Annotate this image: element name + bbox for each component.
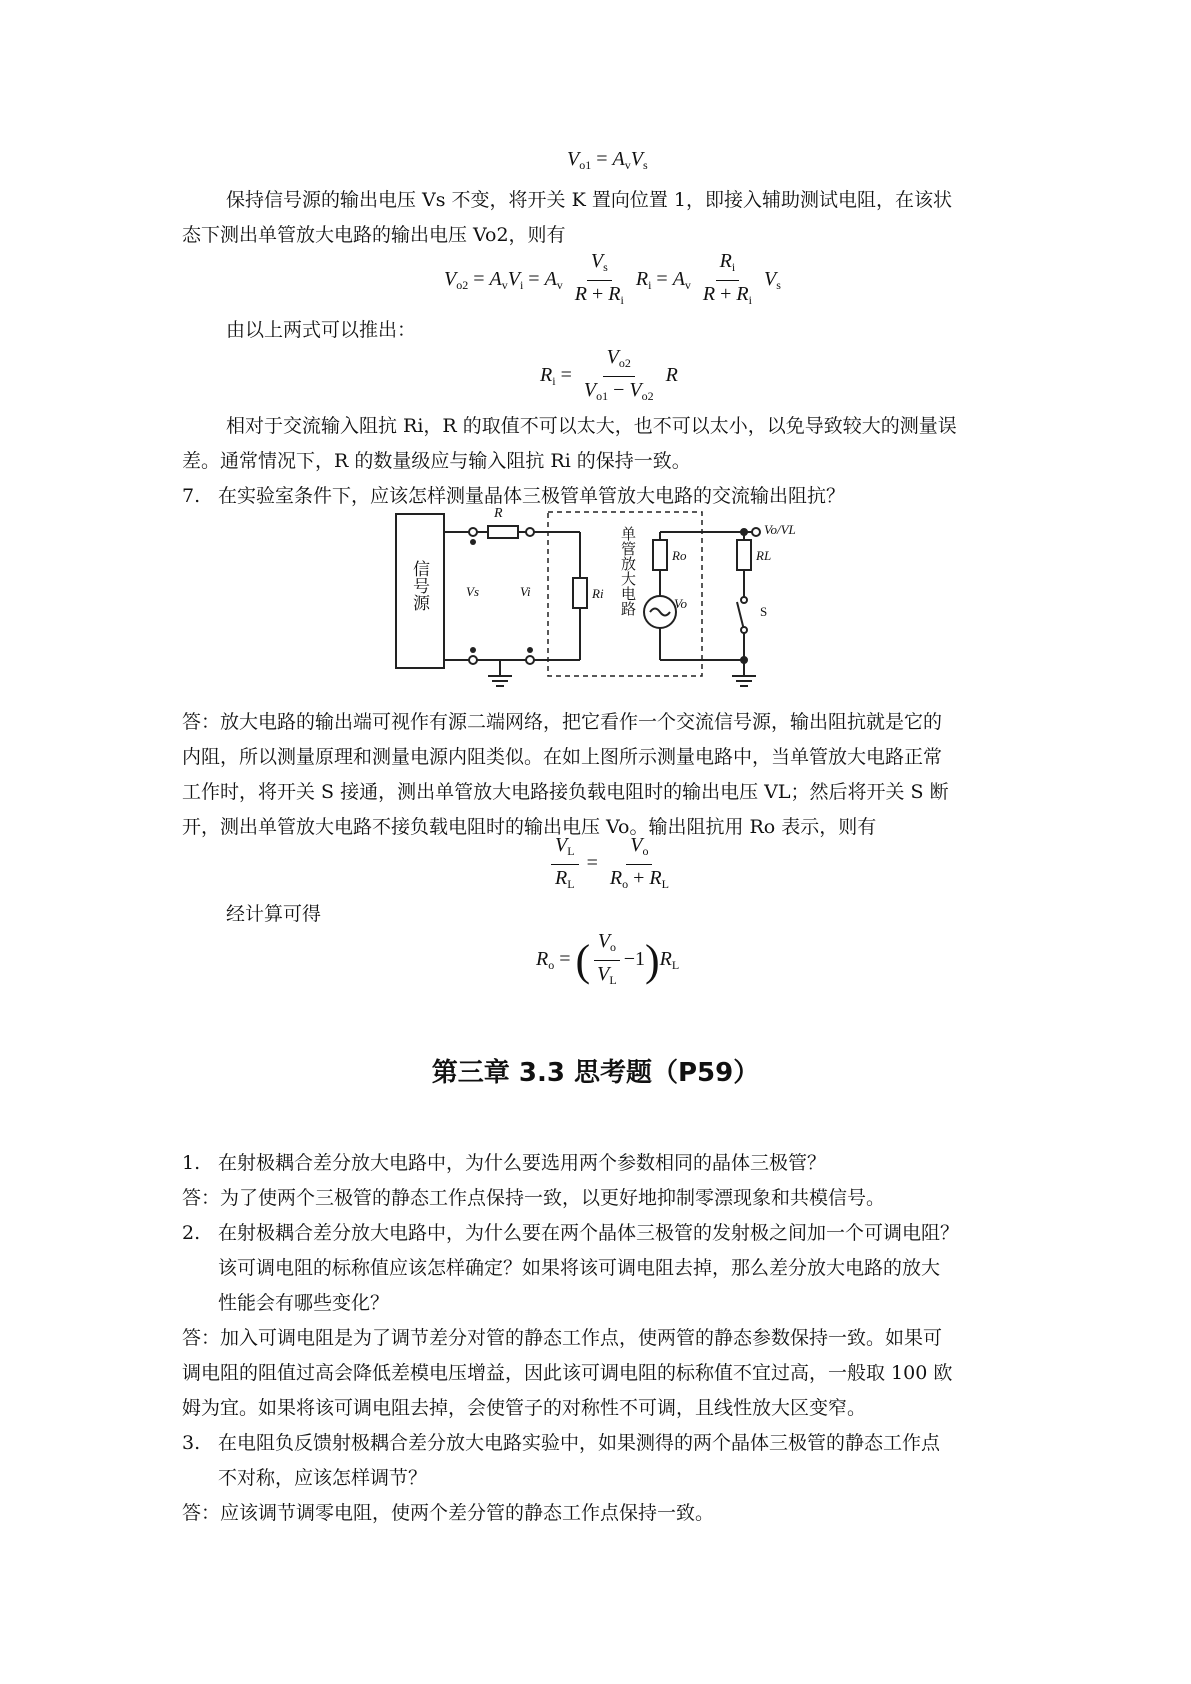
question-7-number: 7. [182, 485, 201, 507]
question-1-number: 1. [182, 1152, 201, 1174]
ro-label: Ro [672, 548, 687, 563]
paragraph-3-line-1: 相对于交流输入阻抗 Ri，R 的取值不可以太大，也不可以太小，以免导致较大的测量误 [226, 415, 957, 437]
answer-7-line-3: 工作时，将开关 S 接通，测出单管放大电路接负载电阻时的输出电压 VL；然后将开关 S 断 [182, 781, 949, 803]
question-3-number: 3. [182, 1432, 201, 1454]
formula-vo1: $V_{o1} = A_vV_s$ [567, 148, 648, 172]
vo-source-label: Vo [674, 596, 687, 611]
question-2-line-3: 性能会有哪些变化？ [218, 1292, 390, 1314]
rl-label: RL [756, 548, 772, 563]
formula-vl-rl: $\frac{V_L}{R_L}$ = $\frac{V_o}{R_o + R_L}$ [548, 834, 676, 895]
ri-label: Ri [592, 586, 604, 601]
formula-ro: $R_o$ = ( $\frac{V_o}{V_L}$ $-1)R_L$ [536, 930, 680, 987]
switch-s-label: S [760, 604, 768, 619]
answer-3: 答：应该调节调零电阻，使两个差分管的静态工作点保持一致。 [182, 1502, 715, 1524]
question-3-line-2: 不对称，应该怎样调节？ [218, 1467, 428, 1489]
calc-label: 经计算可得 [226, 903, 322, 925]
question-1: 在射极耦合差分放大电路中，为什么要选用两个参数相同的晶体三极管？ [218, 1152, 827, 1174]
amplifier-label: 单管放大电路 [619, 526, 637, 616]
answer-2-line-2: 调电阻的阻值过高会降低差模电压增益，因此该可调电阻的标称值不宜过高，一般取 100 欧 [182, 1362, 953, 1384]
formula-ri: $R_i$ = $\frac{V_{o2}}{V_{o1} - V_{o2}}$ R [540, 346, 678, 403]
answer-7-line-1: 答：放大电路的输出端可视作有源二端网络，把它看作一个交流信号源，输出阻抗就是它的 [182, 711, 943, 733]
output-label: Vo/VL [764, 522, 796, 537]
resistor-ri [573, 578, 587, 608]
paragraph-3-line-2: 差。通常情况下，R 的数量级应与输入阻抗 Ri 的保持一致。 [182, 450, 691, 472]
vi-label: Vi [520, 584, 531, 599]
question-2-number: 2. [182, 1222, 201, 1244]
answer-2-line-1: 答：加入可调电阻是为了调节差分对管的静态工作点，使两管的静态参数保持一致。如果可 [182, 1327, 943, 1349]
question-2-line-2: 该可调电阻的标称值应该怎样确定？如果将该可调电阻去掉，那么差分放大电路的放大 [218, 1257, 941, 1279]
vs-label: Vs [466, 584, 479, 599]
answer-7-line-4: 开，测出单管放大电路不接负载电阻时的输出电压 Vo。输出阻抗用 Ro 表示，则有 [182, 816, 877, 838]
answer-1: 答：为了使两个三极管的静态工作点保持一致，以更好地抑制零漂现象和共模信号。 [182, 1187, 886, 1209]
formula-vo2: $V_{o2} = A_vV_i = A_v$ $\frac{V_s}{R + R_i}$ $R_i = A_v$ $\frac{R_i}{R + R_i}$ $V_s$ [444, 250, 781, 307]
paragraph-2: 由以上两式可以推出： [226, 319, 417, 341]
chapter-heading: 第三章 3.3 思考题（P59） [431, 1058, 760, 1088]
answer-7-line-2: 内阻，所以测量原理和测量电源内阻类似。在如上图所示测量电路中，当单管放大电路正常 [182, 746, 943, 768]
switch-s [737, 602, 744, 630]
resistor-ro [653, 540, 667, 570]
resistor-r-label: R [494, 506, 503, 521]
answer-2-line-3: 姆为宜。如果将该可调电阻去掉，会使管子的对称性不可调，且线性放大区变窄。 [182, 1397, 867, 1419]
paragraph-1-line-1: 保持信号源的输出电压 Vs 不变，将开关 K 置向位置 1，即接入辅助测试电阻，在该状 [226, 189, 952, 211]
resistor-rl [737, 540, 751, 570]
question-2-line-1: 在射极耦合差分放大电路中，为什么要在两个晶体三极管的发射极之间加一个可调电阻？ [218, 1222, 960, 1244]
signal-source-label: 信号源 [409, 560, 429, 611]
paragraph-1-line-2: 态下测出单管放大电路的输出电压 Vo2，则有 [182, 224, 566, 246]
question-3-line-1: 在电阻负反馈射极耦合差分放大电路实验中，如果测得的两个晶体三极管的静态工作点 [218, 1432, 941, 1454]
resistor-r [488, 526, 518, 538]
question-7: 在实验室条件下，应该怎样测量晶体三极管单管放大电路的交流输出阻抗？ [218, 485, 846, 507]
